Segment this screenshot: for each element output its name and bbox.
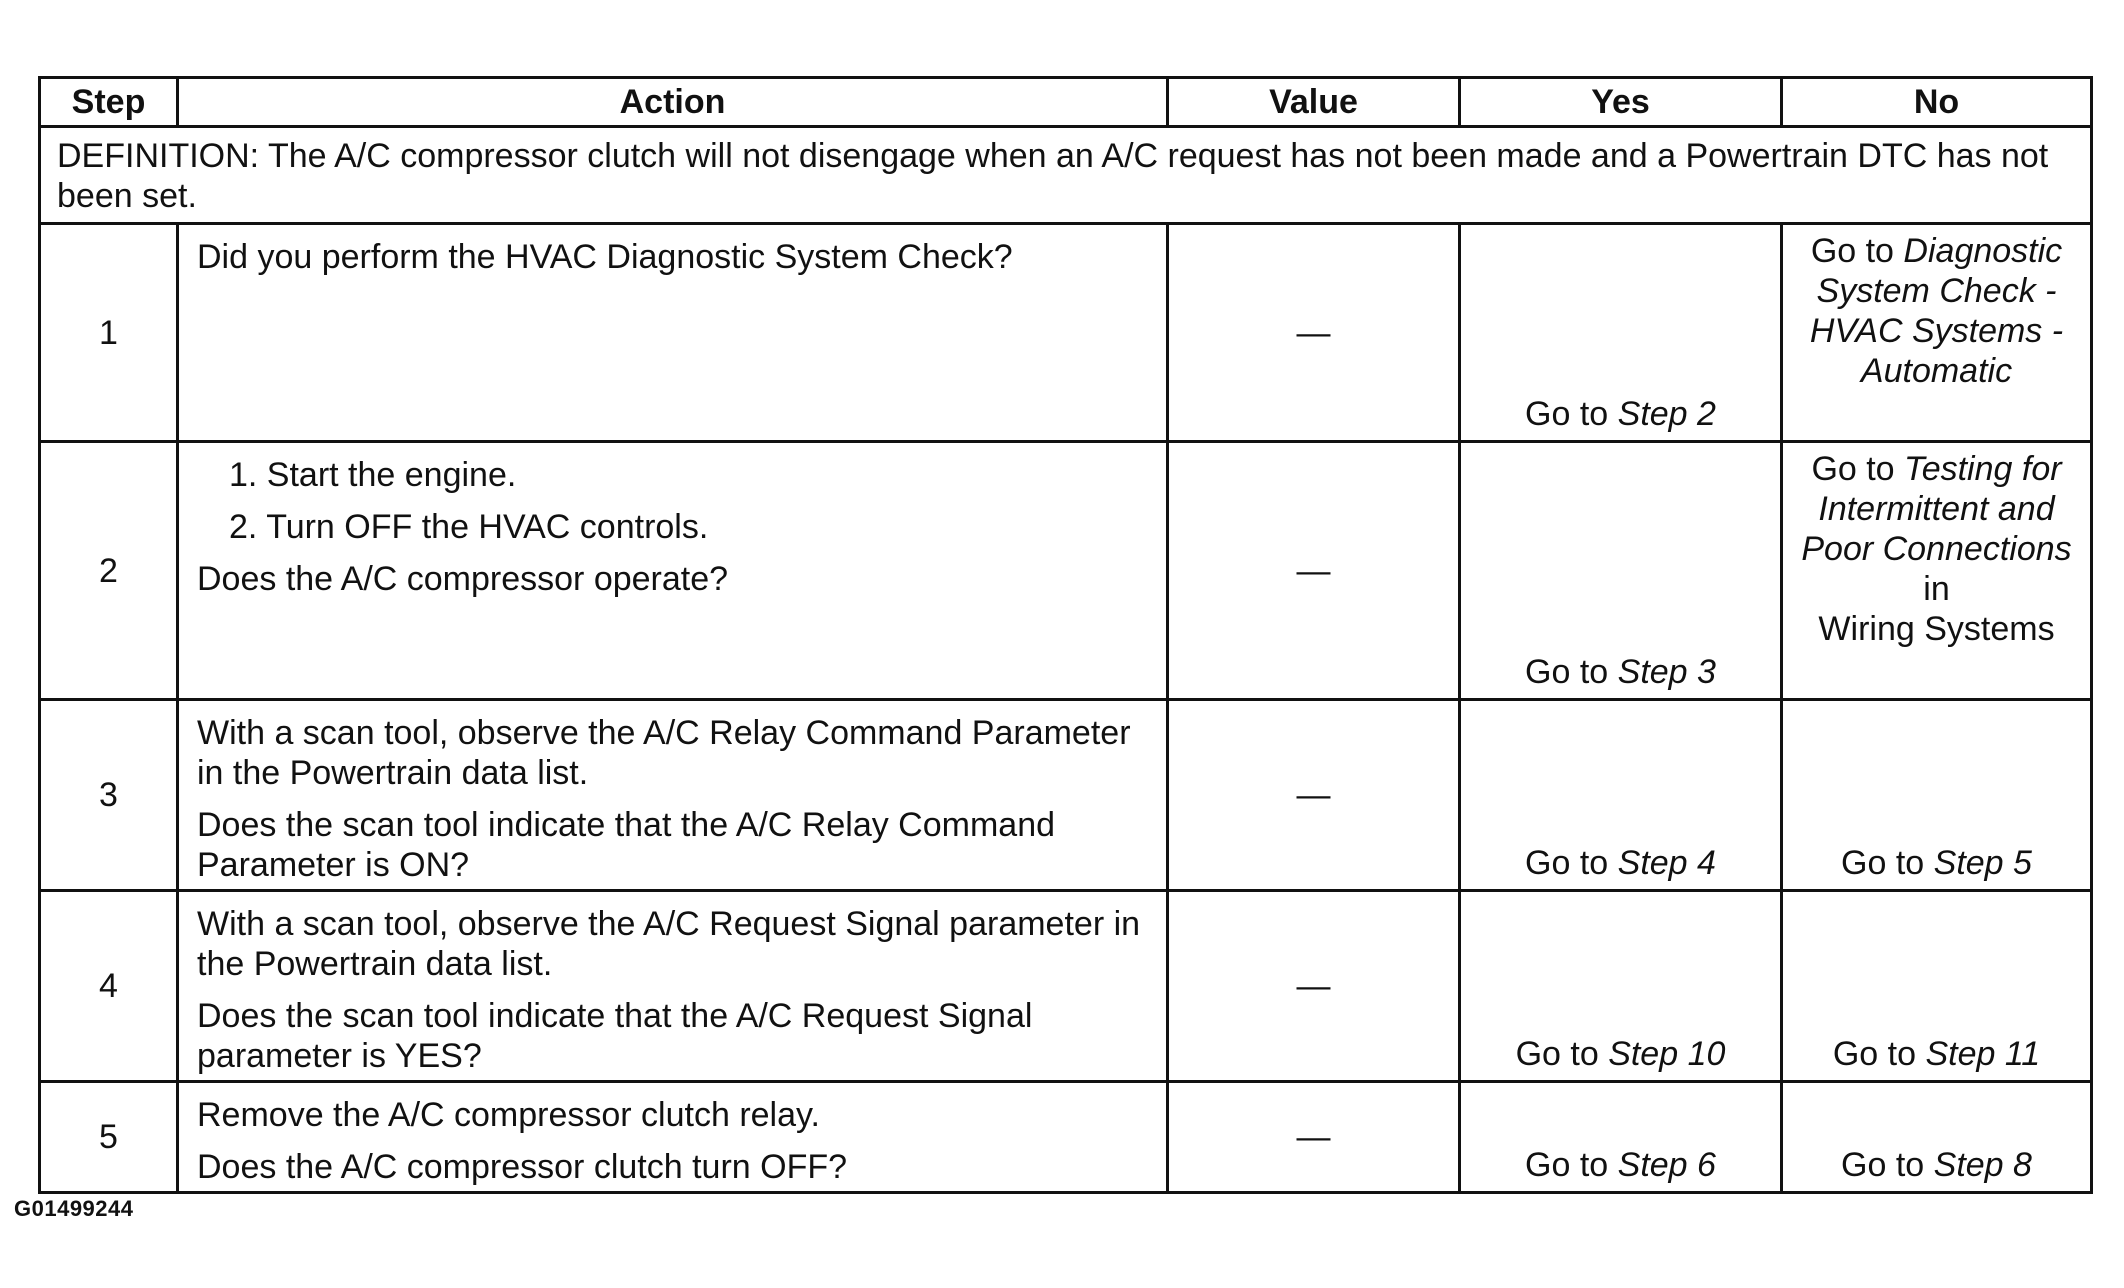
value-cell (1168, 700, 1460, 891)
value-dash: — (1296, 967, 1331, 1005)
table-row (40, 1082, 2092, 1193)
value-dash: — (1296, 313, 1331, 352)
value-dash: — (1296, 1118, 1331, 1156)
value-cell (1168, 442, 1460, 700)
no-cell (1782, 891, 2092, 1082)
no-cell (1782, 1082, 2092, 1193)
action-numbered-item: 1. Start the engine. (229, 456, 517, 494)
col-header-no: No (1782, 78, 2092, 127)
value-dash: — (1296, 776, 1331, 814)
yes-step-link[interactable]: Step 3 (1617, 653, 1716, 691)
col-header-action: Action (178, 78, 1168, 127)
no-prefix: Go to (1811, 450, 1905, 488)
value-cell (1168, 1082, 1460, 1193)
no-procedure-link[interactable]: Diagnostic System Check - HVAC Systems - Automatic (1809, 232, 2064, 390)
action-numbered-item: 2. Turn OFF the HVAC controls. (229, 508, 709, 546)
yes-step-link[interactable]: Step 4 (1617, 844, 1716, 882)
no-cell (1782, 442, 2092, 700)
yes-cell (1460, 224, 1782, 442)
action-question: Does the scan tool indicate that the A/C Relay Command Parameter is ON? (197, 806, 1056, 884)
no-cell (1782, 224, 2092, 442)
action-text: Did you perform the HVAC Diagnostic System Check? (197, 238, 1013, 276)
step-number: 2 (40, 442, 178, 700)
col-header-step: Step (40, 78, 178, 127)
action-question: Does the A/C compressor operate? (197, 560, 729, 598)
header-row (40, 78, 2092, 127)
no-section-text: Wiring Systems (1818, 610, 2055, 648)
action-text: With a scan tool, observe the A/C Relay Command Parameter in the Powertrain data list. (197, 714, 1131, 792)
yes-cell (1460, 1082, 1782, 1193)
yes-step-link[interactable]: Step 2 (1617, 395, 1716, 433)
no-step-link[interactable]: Step 5 (1933, 844, 2032, 882)
definition-text: DEFINITION: The A/C compressor clutch will not disengage when an A/C request has not been made and a Powertrain DTC has not been set. (40, 127, 2092, 224)
step-number: 1 (40, 224, 178, 442)
action-text: With a scan tool, observe the A/C Request Signal parameter in the Powertrain data list. (197, 905, 1141, 983)
table-row (40, 224, 2092, 442)
no-procedure-link[interactable]: Testing for Intermittent and Poor Connections (1801, 450, 2072, 568)
action-cell (178, 891, 1168, 1082)
no-cell (1782, 700, 2092, 891)
yes-prefix: Go to (1525, 844, 1618, 882)
no-step-link[interactable]: Step 11 (1925, 1035, 2041, 1073)
no-connector-text: in (1923, 570, 1950, 608)
step-number: 4 (40, 891, 178, 1082)
action-cell (178, 1082, 1168, 1193)
action-question: Does the scan tool indicate that the A/C Request Signal parameter is YES? (197, 997, 1033, 1075)
table-row (40, 442, 2092, 700)
action-question: Does the A/C compressor clutch turn OFF? (197, 1148, 848, 1186)
step-number: 3 (40, 700, 178, 891)
action-cell (178, 442, 1168, 700)
yes-step-link[interactable]: Step 10 (1608, 1035, 1726, 1073)
yes-prefix: Go to (1515, 1035, 1609, 1073)
diagnostic-table (38, 76, 2093, 1194)
table-row (40, 700, 2092, 891)
yes-prefix: Go to (1525, 653, 1618, 691)
col-header-yes: Yes (1460, 78, 1782, 127)
action-text: Remove the A/C compressor clutch relay. (197, 1096, 820, 1134)
yes-cell (1460, 442, 1782, 700)
no-prefix: Go to (1810, 232, 1904, 270)
table-row (40, 891, 2092, 1082)
value-cell (1168, 891, 1460, 1082)
no-prefix: Go to (1841, 844, 1934, 882)
yes-step-link[interactable]: Step 6 (1617, 1146, 1716, 1184)
yes-cell (1460, 891, 1782, 1082)
no-prefix: Go to (1841, 1146, 1934, 1184)
col-header-value: Value (1168, 78, 1460, 127)
value-cell (1168, 224, 1460, 442)
yes-prefix: Go to (1525, 1146, 1618, 1184)
no-step-link[interactable]: Step 8 (1933, 1146, 2032, 1184)
action-cell (178, 224, 1168, 442)
yes-prefix: Go to (1525, 395, 1618, 433)
value-dash: — (1296, 551, 1331, 590)
action-cell (178, 700, 1168, 891)
figure-id: G01499244 (14, 1196, 134, 1221)
step-number: 5 (40, 1082, 178, 1193)
no-prefix: Go to (1832, 1035, 1926, 1073)
definition-row (40, 127, 2092, 224)
yes-cell (1460, 700, 1782, 891)
